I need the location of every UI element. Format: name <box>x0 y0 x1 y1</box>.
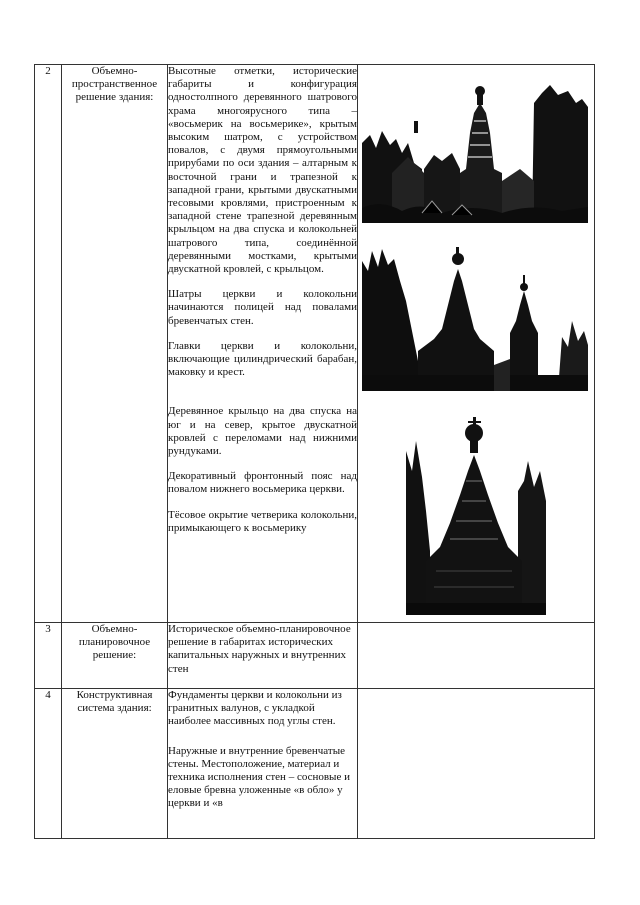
table-row <box>35 689 595 839</box>
monument-description-table <box>34 64 595 839</box>
row-description <box>168 65 358 623</box>
description-paragraph: Наружные и внутренние бревенчатые стены. Местоположение, материал и техника исполнения стен – сосновые и еловые бревна уложенные «в обло» у церкви и «в <box>168 744 350 810</box>
row-description <box>168 623 358 689</box>
row-number: 4 <box>35 689 62 839</box>
description-paragraph: Шатры церкви и колокольни начинаются полицей над повалами бревенчатых стен. <box>168 288 357 327</box>
description-paragraph: Главки церкви и колокольни, включающие цилиндрический барабан, маковку и крест. <box>168 339 357 379</box>
row-title: Конструктивная система здания: <box>62 689 168 839</box>
row-title: Объемно-пространственное решение здания: <box>62 65 168 623</box>
row-number: 3 <box>35 623 62 689</box>
description-paragraph: Тёсовое окрытие четверика колокольни, примыкающего к восьмерику <box>168 508 357 534</box>
church-closeup-photo-icon <box>406 411 546 615</box>
table-row <box>35 65 595 623</box>
row-number: 2 <box>35 65 62 623</box>
description-paragraph: Деревянное крыльцо на два спуска на юг и на север, крытое двускатной кровлей с переломами над нижними рундуками. <box>168 405 357 458</box>
row-description <box>168 689 358 839</box>
church-photo-icon <box>362 73 588 223</box>
table-row <box>35 623 595 689</box>
church-silhouette-photo-icon <box>362 241 588 391</box>
description-paragraph: Фундаменты церкви и колокольни из гранитных валунов, с укладкой наиболее массивных под углы стен. <box>168 689 342 728</box>
empty-cell <box>358 689 595 839</box>
photo-cell <box>358 65 595 623</box>
description-paragraph: Высотные отметки, исторические габариты и конфигурация одностолпного деревянного шатрового храма многоярусного типа – «восьмерик на восьмерике», крытым высоким шатром, с устройством повалов, с двумя прямоугольными прирубами по оси здания – алтарным к восточной грани и трапезной к западной грани, крытыми двускатными тесовыми кровлями, пристроенным к западной стене трапезной деревянным крыльцом на два спуска и колокольней шатрового типа, соединённой деревянными мостками, крытыми двускатной кровлей, с крыльцом. <box>168 65 357 276</box>
empty-cell <box>358 623 595 689</box>
description-paragraph: Историческое объемно-планировочное решение в габаритах исторических капитальных наружных и внутренних стен <box>168 623 351 675</box>
row-title: Объемно-планировочное решение: <box>62 623 168 689</box>
description-paragraph: Декоративный фронтонный пояс над повалом нижнего восьмерика церкви. <box>168 470 357 496</box>
